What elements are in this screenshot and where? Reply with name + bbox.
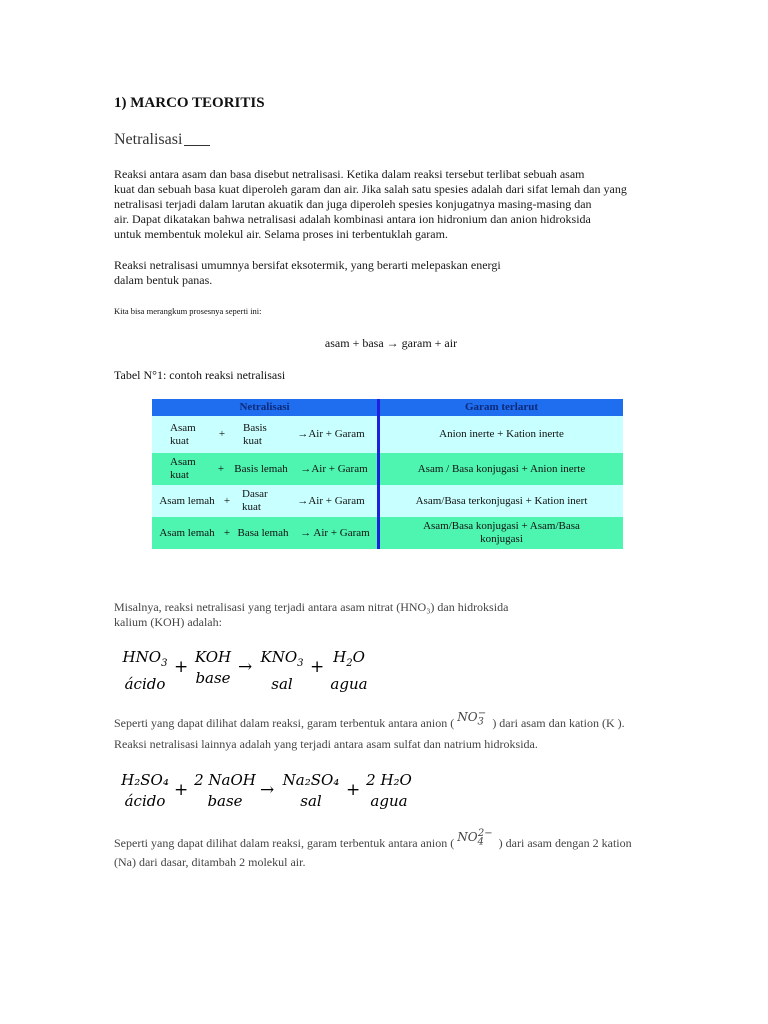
header-netralisasi: Netralisasi bbox=[152, 399, 377, 416]
table-row bbox=[152, 485, 623, 517]
paragraph-line: untuk membentuk molekul air. Selama proses ini terbentuklah garam. bbox=[114, 227, 448, 241]
cell-acid bbox=[158, 453, 210, 485]
cell-acid bbox=[158, 416, 210, 453]
text-run: Seperti yang dapat dilihat dalam reaksi, garam terbentuk antara anion ( bbox=[114, 716, 455, 730]
term-label: sal bbox=[300, 792, 322, 810]
term-label: base bbox=[195, 669, 231, 687]
cell-base-text: Dasar kuat bbox=[242, 488, 268, 513]
cell-acid-text: Asam kuat bbox=[170, 456, 196, 481]
text-run: ) dari asam dengan 2 kation bbox=[498, 836, 632, 850]
plus-operator: + bbox=[174, 657, 189, 677]
cell-salt: Asam/Basa terkonjugasi + Kation inert bbox=[380, 485, 623, 517]
plus-operator: + bbox=[346, 780, 361, 800]
cell-plus: + bbox=[223, 494, 231, 507]
reaction-term bbox=[364, 770, 414, 812]
reaction-term bbox=[258, 647, 306, 695]
table-caption: Tabel N°1: contoh reaksi netralisasi bbox=[114, 368, 286, 382]
reaction-term bbox=[280, 770, 342, 812]
plus-operator: + bbox=[174, 780, 189, 800]
text-run: Seperti yang dapat dilihat dalam reaksi, garam terbentuk antara anion ( bbox=[114, 836, 455, 850]
section-heading: 1) MARCO TEORITIS bbox=[114, 95, 265, 111]
reaction-term bbox=[120, 770, 170, 812]
cell-salt bbox=[380, 517, 623, 549]
cell-base-text: Basis kuat bbox=[243, 421, 267, 447]
text-run: ) dari asam dan kation (K ). bbox=[492, 716, 625, 730]
table-row bbox=[152, 416, 623, 453]
term-label: sal bbox=[271, 675, 293, 693]
formula: $H_2O$ bbox=[333, 648, 365, 669]
paragraph-line: Reaksi antara asam dan basa disebut netralisasi. Ketika dalam reaksi tersebut terlibat sebuah asam bbox=[114, 167, 585, 181]
formula: 2 H₂O bbox=[366, 771, 412, 789]
reaction-hno3-koh bbox=[120, 647, 380, 691]
cell-products: →Air + Garam bbox=[297, 494, 365, 507]
header-garam-terlarut: Garam terlarut bbox=[380, 399, 623, 416]
cell-acid-text: Asam kuat bbox=[170, 421, 196, 447]
subsection-heading-text: Netralisasi bbox=[114, 131, 183, 148]
arrow-operator: → bbox=[238, 657, 253, 677]
cell-acid: Asam lemah bbox=[159, 526, 215, 539]
cell-products: →Air + Garam bbox=[300, 462, 368, 475]
paragraph-line: kuat dan sebuah basa kuat diperoleh garam dan air. Jika salah satu spesies adalah dari sifat lemah dan yang bbox=[114, 182, 627, 196]
cell-plus: + bbox=[223, 526, 231, 539]
term-label: base bbox=[207, 792, 243, 810]
cell-salt: Anion inerte + Kation inerte bbox=[380, 416, 623, 453]
cell-base: Basa lemah bbox=[237, 526, 289, 539]
reaction-term bbox=[120, 647, 170, 695]
table-row bbox=[152, 517, 623, 549]
paragraph-line: kalium (KOH) adalah: bbox=[114, 615, 222, 629]
cell-products: → Air + Garam bbox=[300, 526, 370, 539]
formula: $KNO_3$ bbox=[260, 648, 304, 669]
reaction-term bbox=[192, 770, 258, 812]
sulfate-ion-formula: $NO_4^{2-}$ bbox=[457, 828, 493, 848]
table-row bbox=[152, 453, 623, 485]
paragraph-sulfate-anion bbox=[114, 828, 632, 870]
subsection-heading bbox=[114, 131, 210, 149]
paragraph-line: Misalnya, reaksi netralisasi yang terjadi antara asam nitrat (HNO₃) dan hidroksida bbox=[114, 600, 509, 614]
cell-salt: Asam / Basa konjugasi + Anion inerte bbox=[380, 453, 623, 485]
term-label: ácido bbox=[124, 675, 166, 693]
formula: H₂SO₄ bbox=[121, 771, 169, 789]
term-label: agua bbox=[330, 675, 368, 693]
term-label: agua bbox=[370, 792, 408, 810]
paragraph-nitrate-anion bbox=[114, 708, 625, 735]
nitrate-ion-formula: $NO_3^-$ bbox=[457, 708, 487, 728]
cell-base bbox=[238, 416, 278, 453]
reaction-term bbox=[326, 647, 372, 695]
paragraph-exothermic bbox=[114, 258, 501, 288]
formula: KOH bbox=[194, 648, 232, 666]
cell-plus: + bbox=[217, 462, 225, 475]
cell-base bbox=[240, 485, 280, 517]
summary-note: Kita bisa merangkum prosesnya seperti ini: bbox=[114, 306, 262, 316]
paragraph-line: air. Dapat dikatakan bahwa netralisasi adalah kombinasi antara ion hidronium dan anion hidroksida bbox=[114, 212, 591, 226]
paragraph-line: (Na) dari dasar, ditambah 2 molekul air. bbox=[114, 855, 306, 870]
formula: Na₂SO₄ bbox=[282, 771, 340, 789]
formula: $HNO_3$ bbox=[122, 648, 168, 669]
term-label: ácido bbox=[124, 792, 166, 810]
paragraph-line: dalam bentuk panas. bbox=[114, 273, 213, 287]
table-divider bbox=[377, 399, 380, 549]
general-equation: asam + basa → garam + air bbox=[324, 336, 458, 350]
paragraph-neutralization-definition bbox=[114, 167, 627, 242]
paragraph-example-hno3 bbox=[114, 600, 508, 630]
paragraph-sulfuric: Reaksi netralisasi lainnya adalah yang terjadi antara asam sulfat dan natrium hidroksida. bbox=[114, 737, 538, 751]
paragraph-line: Reaksi netralisasi umumnya bersifat eksotermik, yang berarti melepaskan energi bbox=[114, 258, 501, 272]
cell-salt-text: Asam/Basa konjugasi + Asam/Basa konjugasi bbox=[423, 520, 580, 545]
paragraph-line bbox=[114, 828, 632, 855]
reaction-term bbox=[190, 647, 236, 689]
arrow-operator: → bbox=[260, 780, 275, 800]
cell-base: Basis lemah bbox=[234, 462, 288, 475]
table-header-row bbox=[152, 399, 623, 416]
paragraph-line: netralisasi terjadi dalam larutan akuatik dan juga diperoleh spesies konjugatnya masing-masing dan bbox=[114, 197, 592, 211]
cell-plus: + bbox=[218, 428, 226, 440]
reaction-h2so4-naoh bbox=[120, 770, 420, 814]
cell-products: →Air + Garam bbox=[297, 428, 365, 440]
cell-acid: Asam lemah bbox=[159, 494, 215, 507]
formula: 2 NaOH bbox=[194, 771, 256, 789]
plus-operator: + bbox=[310, 657, 325, 677]
